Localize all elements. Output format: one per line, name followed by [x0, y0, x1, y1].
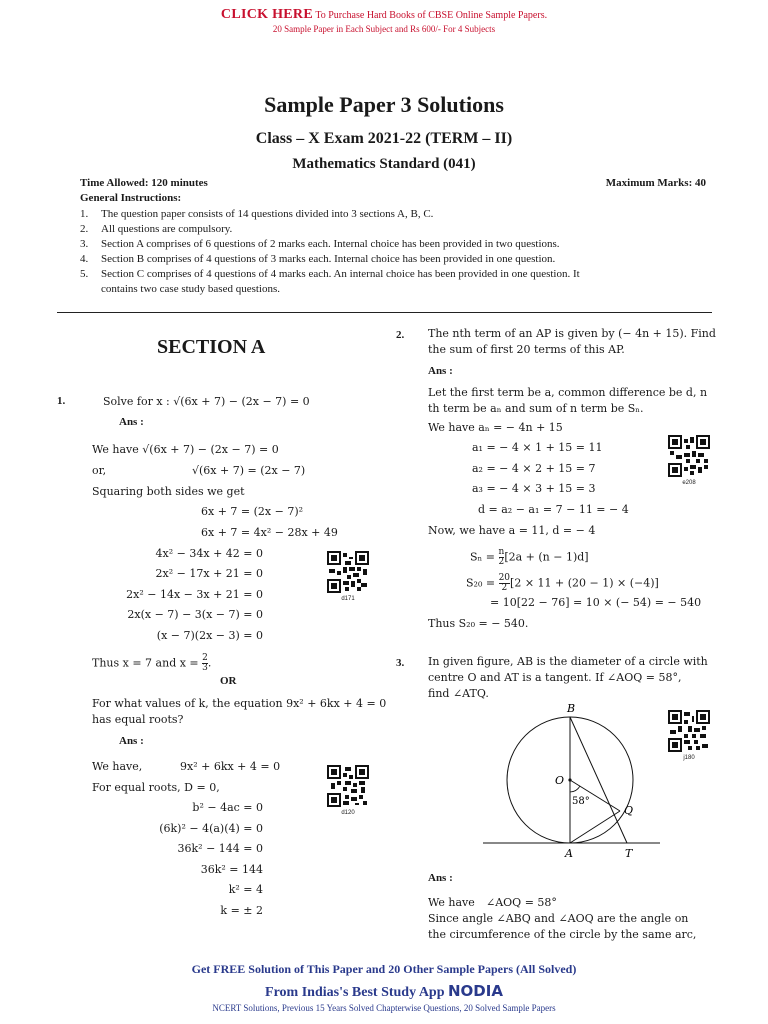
step: Squaring both sides we get [92, 485, 245, 498]
formula-lhs: S₂₀ = [466, 576, 496, 590]
step: ∠AOQ = 58° [486, 896, 557, 909]
instruction-text: The question paper consists of 14 questions divided into 3 sections A, B, C. [101, 208, 434, 220]
class-line: Class – X Exam 2021-22 (TERM – II) [255, 130, 513, 147]
step: a₁ = − 4 × 1 + 15 = 11 [472, 441, 603, 454]
step: We have √(6x + 7) − (2x − 7) = 0 [92, 443, 279, 456]
step: a₂ = − 4 × 2 + 15 = 7 [472, 462, 596, 475]
qr-code-graphic [327, 551, 369, 593]
step: k = ± 2 [220, 904, 263, 917]
click-here-link[interactable]: CLICK HERE [220, 7, 313, 22]
step-formula [470, 548, 589, 567]
question-prompt: The nth term of an AP is given by (− 4n + 15). Find [428, 327, 716, 340]
question-prompt: Solve for x : √(6x + 7) − (2x − 7) = 0 [103, 395, 310, 408]
instruction-num [80, 282, 101, 297]
qr-caption: e208 [682, 480, 696, 486]
step: (6k)² − 4(a)(4) = 0 [159, 822, 263, 835]
promo-line-1[interactable] [0, 7, 768, 23]
label-a: A [565, 847, 573, 860]
instruction-item [80, 282, 720, 297]
instruction-text: Section A comprises of 6 questions of 2 marks each. Internal choice has been provided in two questions. [101, 238, 560, 250]
instruction-num: 5. [80, 268, 89, 280]
geometry-figure [465, 700, 675, 865]
promo-text: To Purchase Hard Books of CBSE Online Sample Papers. [315, 10, 548, 21]
question-number: 3. [396, 657, 405, 669]
step: (x − 7)(2x − 3) = 0 [156, 629, 263, 642]
step: 36k² − 144 = 0 [177, 842, 263, 855]
answer-label: Ans : [119, 416, 144, 428]
conclusion-text: Thus x = 7 and x = [92, 656, 199, 670]
step: For equal roots, D = 0, [92, 781, 220, 794]
step: the circumference of the circle by the same arc, [428, 928, 697, 941]
question-prompt: find ∠ATQ. [428, 687, 489, 700]
step: Since angle ∠ABQ and ∠AOQ are the angle on [428, 912, 689, 925]
step: 2x² − 17x + 21 = 0 [155, 567, 263, 580]
section-heading: SECTION A [157, 336, 266, 358]
formula-rhs: [2 × 11 + (20 − 1) × (−4)] [510, 576, 659, 590]
step: th term be aₙ and sum of n term be Sₙ. [428, 402, 644, 415]
instruction-item [80, 222, 720, 237]
instruction-num: 4. [80, 253, 89, 265]
max-marks: Maximum Marks: 40 [605, 177, 706, 189]
step: = 10[22 − 76] = 10 × (− 54) = − 540 [490, 596, 702, 609]
step: 36k² = 144 [200, 863, 263, 876]
question-number: 2. [396, 329, 405, 341]
instruction-text: All questions are compulsory. [101, 223, 233, 235]
step: or, [92, 464, 107, 477]
question-prompt: the sum of first 20 terms of this AP. [428, 343, 625, 356]
footer-line-2[interactable] [0, 982, 768, 1001]
step: 2x² − 14x − 3x + 21 = 0 [126, 588, 263, 601]
instructions-title: General Instructions: [80, 192, 182, 204]
step-conclusion [92, 654, 211, 673]
label-b: B [567, 702, 576, 715]
time-allowed: Time Allowed: 120 minutes [80, 177, 208, 189]
instruction-item [80, 207, 720, 222]
instruction-item [80, 252, 720, 267]
label-angle: 58° [572, 796, 590, 807]
divider [57, 312, 712, 313]
qr-code-icon[interactable] [668, 435, 710, 477]
numerator: n [498, 547, 505, 557]
promo-line-2[interactable]: 20 Sample Paper in Each Subject and Rs 600/- For 4 Subjects [272, 24, 496, 34]
step-formula [466, 574, 659, 593]
step: √(6x + 7) = (2x − 7) [192, 464, 306, 477]
label-t: T [625, 847, 633, 860]
instruction-text: contains two case study based questions. [101, 283, 281, 295]
step: We have, [92, 760, 143, 773]
step: We have aₙ = − 4n + 15 [428, 421, 563, 434]
or-label: OR [220, 675, 237, 687]
qr-caption: d171 [341, 596, 355, 602]
or-prompt: has equal roots? [92, 713, 184, 726]
qr-code-icon[interactable] [327, 551, 369, 593]
numerator: 2 [202, 653, 208, 663]
or-prompt: For what values of k, the equation 9x² + 6kx + 4 = 0 [92, 697, 387, 710]
instructions-list [80, 207, 720, 297]
angle-arc [570, 786, 580, 792]
step: We have [428, 896, 475, 909]
step: Now, we have a = 11, d = − 4 [428, 524, 596, 537]
instruction-num: 1. [80, 208, 89, 220]
step: 4x² − 34x + 42 = 0 [155, 547, 263, 560]
answer-label: Ans : [428, 872, 453, 884]
app-name[interactable]: NODIA [448, 982, 503, 1000]
qr-code-graphic [327, 765, 369, 807]
answer-label: Ans : [428, 365, 453, 377]
step: d = a₂ − a₁ = 7 − 11 = − 4 [478, 503, 629, 516]
instruction-item [80, 237, 720, 252]
line-bt [570, 717, 627, 843]
footer-line-3: NCERT Solutions, Previous 15 Years Solved Chapterwise Questions, 20 Solved Sample Papers [212, 1003, 556, 1013]
denominator: 2 [499, 583, 510, 593]
denominator: 3 [202, 663, 208, 673]
step: k² = 4 [228, 883, 263, 896]
footer-text: From Indias's Best Study App [265, 985, 445, 1000]
centre-point [568, 778, 571, 781]
qr-caption: j180 [683, 755, 695, 761]
instruction-num: 3. [80, 238, 89, 250]
qr-code-graphic [668, 435, 710, 477]
step: Thus S₂₀ = − 540. [428, 617, 529, 630]
question-prompt: centre O and AT is a tangent. If ∠AOQ = 58°, [428, 671, 682, 684]
formula-lhs: Sₙ = [470, 550, 496, 564]
step: 9x² + 6kx + 4 = 0 [180, 760, 281, 773]
instruction-text: Section B comprises of 4 questions of 3 marks each. Internal choice has been provided in one question. [101, 253, 556, 265]
step: 6x + 7 = 4x² − 28x + 49 [201, 526, 338, 539]
instruction-num: 2. [80, 223, 89, 235]
instruction-item [80, 267, 720, 282]
subject-line: Mathematics Standard (041) [292, 156, 476, 172]
footer-line-1[interactable]: Get FREE Solution of This Paper and 20 Other Sample Papers (All Solved) [191, 962, 577, 976]
question-number: 1. [57, 395, 66, 407]
qr-code-icon[interactable] [327, 765, 369, 807]
instruction-text: Section C comprises of 4 questions of 4 marks each. An internal choice has been provided in one question. It [101, 268, 580, 280]
page-title: Sample Paper 3 Solutions [264, 92, 504, 117]
fraction [499, 574, 510, 593]
step: a₃ = − 4 × 3 + 15 = 3 [472, 482, 596, 495]
answer-label: Ans : [119, 735, 144, 747]
step: 6x + 7 = (2x − 7)² [201, 505, 304, 518]
denominator: 2 [498, 557, 505, 567]
question-prompt: In given figure, AB is the diameter of a circle with [428, 655, 708, 668]
label-q: Q [624, 804, 634, 817]
numerator: 20 [498, 573, 511, 583]
step: 2x(x − 7) − 3(x − 7) = 0 [127, 608, 263, 621]
formula-rhs: [2a + (n − 1)d] [504, 550, 589, 564]
period: . [207, 656, 212, 670]
qr-caption: d120 [341, 810, 355, 816]
step: b² − 4ac = 0 [192, 801, 263, 814]
step: Let the first term be a, common difference be d, n [428, 386, 708, 399]
label-o: O [555, 774, 565, 787]
